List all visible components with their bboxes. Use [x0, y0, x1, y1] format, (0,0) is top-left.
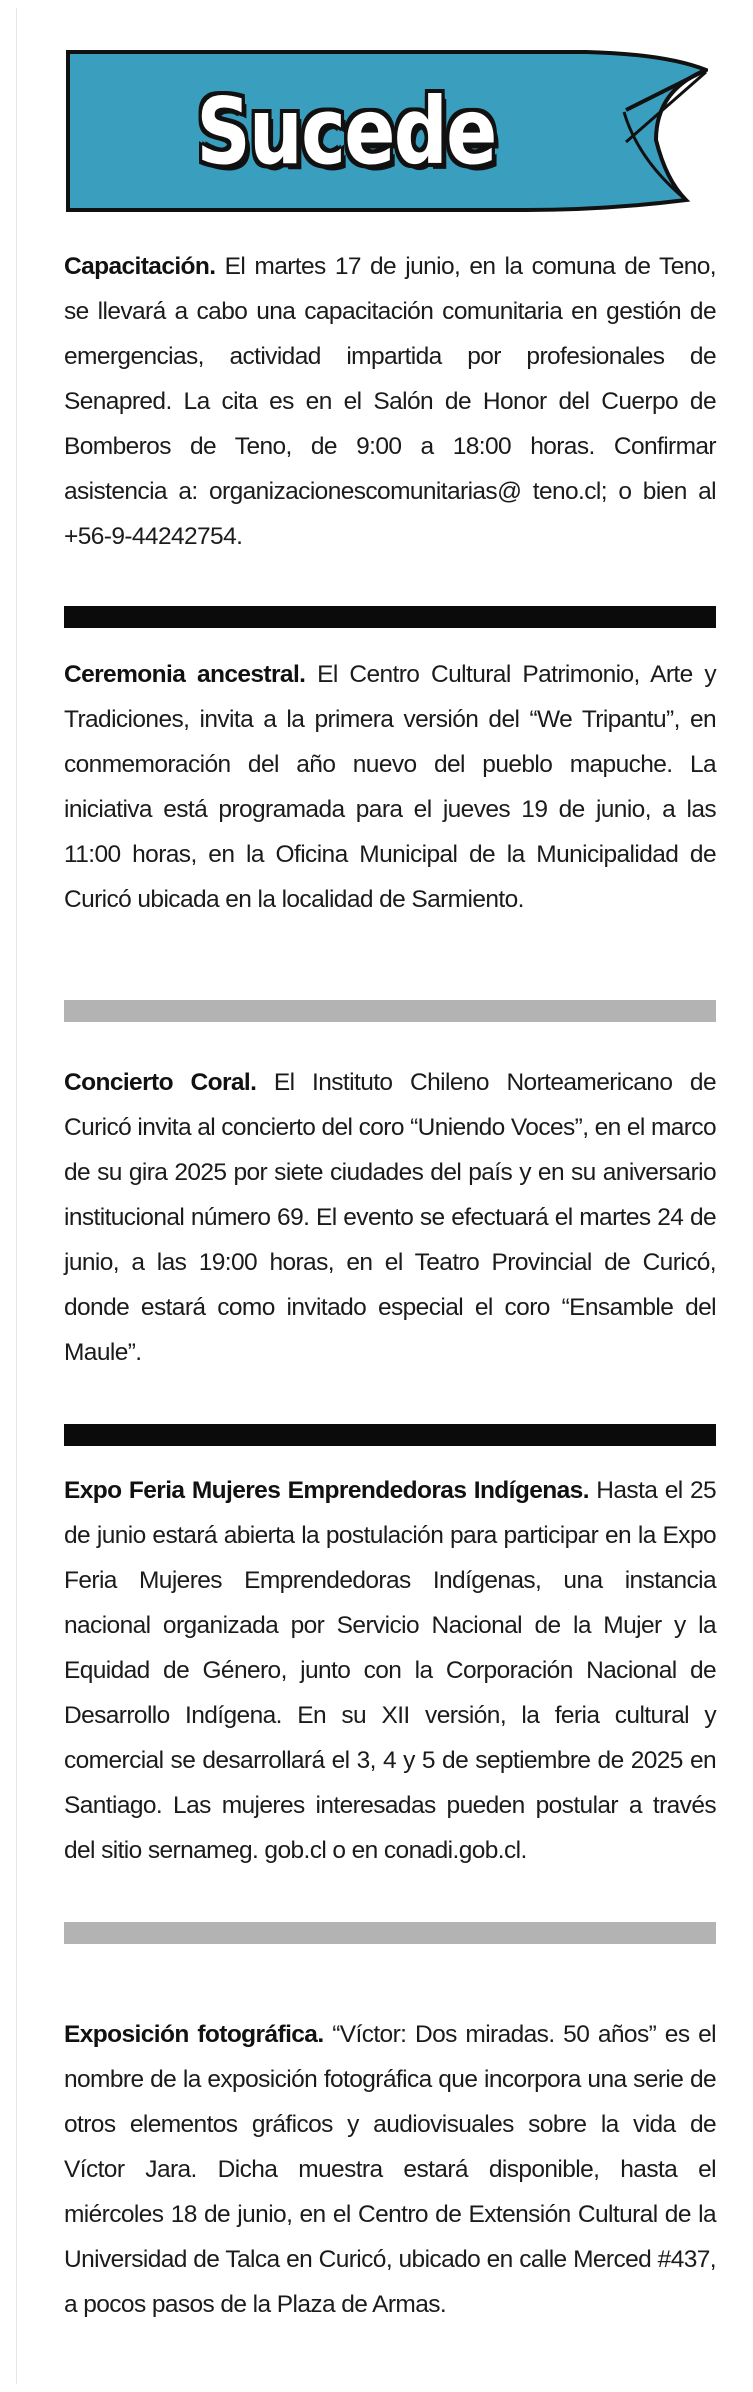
section-banner [66, 50, 708, 212]
divider [64, 1922, 716, 1944]
article-lead: Concierto Coral. [64, 1069, 274, 1096]
divider [64, 606, 716, 628]
article-body: “Víctor: Dos miradas. 50 años” es el nombre de la exposición fotográfica que incorpora una serie de otros elementos gráficos y audiovisuales sobre la vida de Víctor Jara. Dicha muestra estará disponible, hasta el miércoles 18 de junio, en el Centro de Extensión Cultural de la Universidad de Talca en Curicó, ubicado en calle Merced #437, a pocos pasos de la Plaza de Armas. [64, 2021, 716, 2318]
article-lead: Exposición fotográfica. [64, 2021, 333, 2048]
article-body: El martes 17 de junio, en la comuna de Teno, se llevará a cabo una capacitación comunitaria en gestión de emergencias, actividad impartida por profesionales de Senapred. La cita es en el Salón de Honor del Cuerpo de Bomberos de Teno, de 9:00 a 18:00 horas. Confirmar asistencia a: organizacionescomunitarias@ teno.cl; o bien al +56-9-44242754. [64, 253, 716, 550]
article-lead: Expo Feria Mujeres Emprendedoras Indígenas. [64, 1477, 597, 1504]
article-lead: Ceremonia ancestral. [64, 661, 318, 688]
article-body: Hasta el 25 de junio estará abierta la postulación para participar en la Expo Feria Mujeres Emprendedoras Indígenas, una instancia nacional organizada por Servicio Nacional de la Mujer y la Equidad de Género, junto con la Corporación Nacional de Desarrollo Indígena. En su XII versión, la feria cultural y comercial se desarrollará el 3, 4 y 5 de septiembre de 2025 en Santiago. Las mujeres interesadas pueden postular a través del sitio sernameg. gob.cl o en conadi.gob.cl. [64, 1477, 716, 1864]
article-body: El Centro Cultural Patrimonio, Arte y Tradiciones, invita a la primera versión del “We Tripantu”, en conmemoración del año nuevo del pueblo mapuche. La iniciativa está programada para el jueves 19 de junio, a las 11:00 horas, en la Oficina Municipal de la Municipalidad de Curicó ubicada en la localidad de Sarmiento. [64, 661, 716, 913]
article-capacitacion [64, 244, 716, 559]
article-exposicion [64, 2012, 716, 2327]
article-concierto [64, 1060, 716, 1375]
divider [64, 1424, 716, 1446]
banner-title: Sucede [196, 77, 496, 185]
divider [64, 1000, 716, 1022]
article-expo-feria [64, 1468, 716, 1873]
article-body: El Instituto Chileno Norteamericano de Curicó invita al concierto del coro “Uniendo Voces”, en el marco de su gira 2025 por siete ciudades del país y en su aniversario institucional número 69. El evento se efectuará el martes 24 de junio, a las 19:00 horas, en el Teatro Provincial de Curicó, donde estará como invitado especial el coro “Ensamble del Maule”. [64, 1069, 717, 1366]
article-ceremonia [64, 652, 716, 922]
article-lead: Capacitación. [64, 253, 225, 280]
